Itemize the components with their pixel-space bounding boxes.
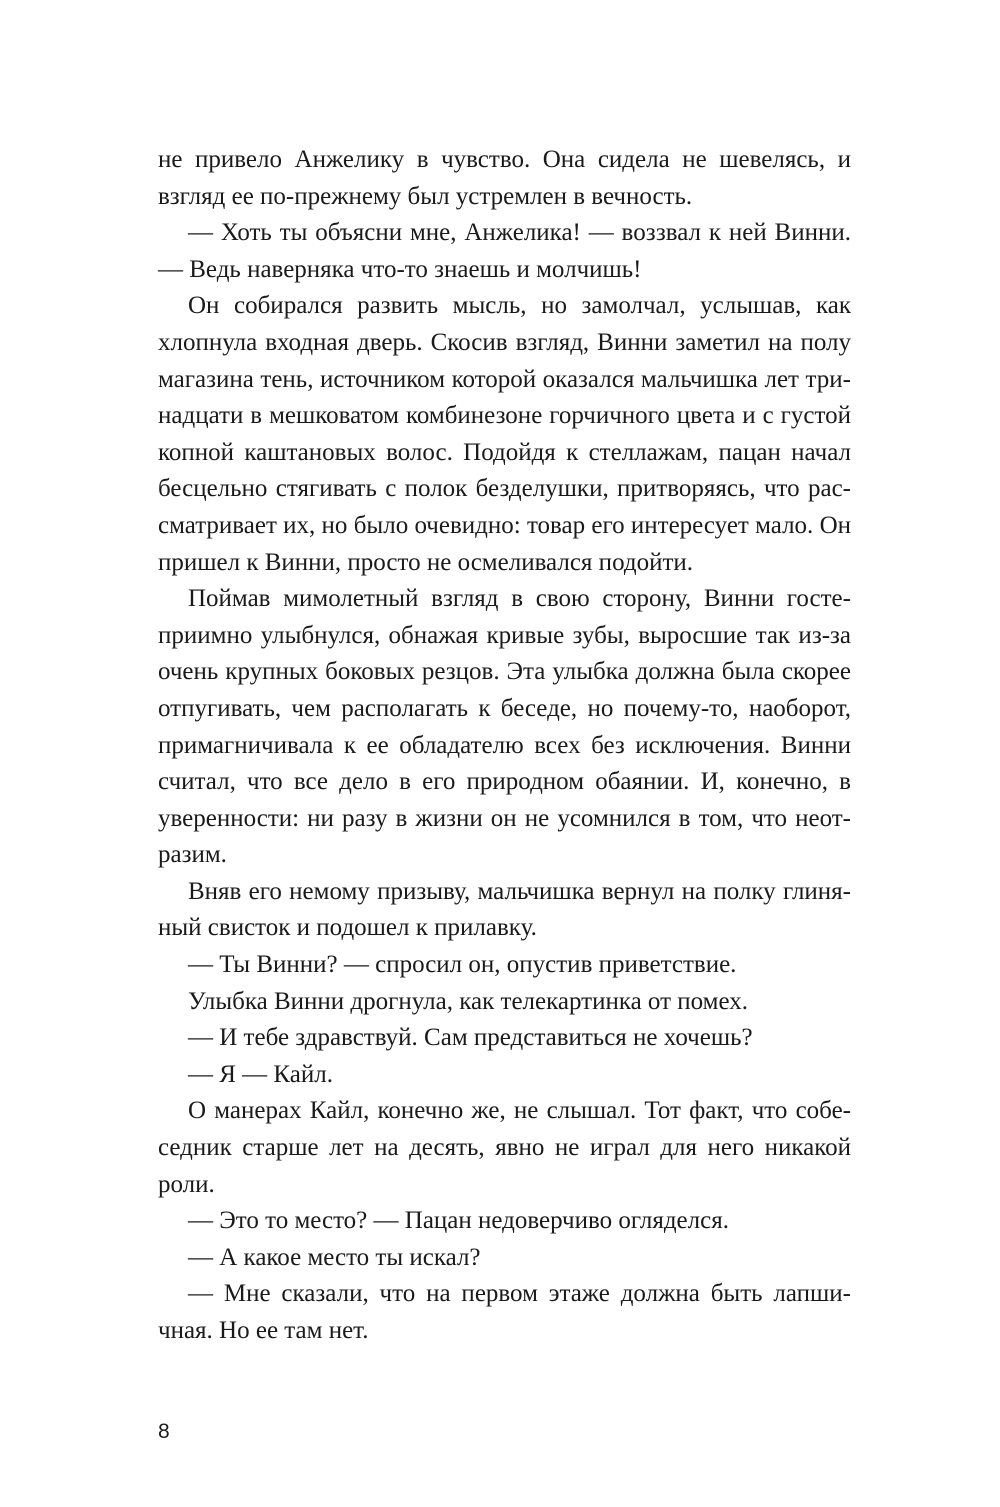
paragraph-1: не привело Анжелику в чувство. Она сидела не шевелясь, и взгляд ее по-прежнему был устремлен в вечность. [158,146,851,210]
paragraph-9: — Я — Кайл. [188,1060,333,1088]
page-number: 8 [158,1420,170,1443]
paragraph-3: Он собирался развить мысль, но замолчал, услышав, как хлопнула входная дверь. Скосив взгляд, Винни заметил на полу магазина тень, источником которой оказался мальчишка лет тринадцати в мешковатом комбинезоне горчичного цвета и с густой копной каштановых волос. Подойдя к стеллажам, пацан начал бесцельно стягивать с полок безделушки, притворяясь, что рассматривает их, но было очевидно: товар его интересует мало. Он пришел к Винни, просто не осмеливался подойти. [158,292,851,576]
page-body [158,142,851,1350]
paragraph-4: Поймав мимолетный взгляд в свою сторону, Винни гостеприимно улыбнулся, обнажая кривые зубы, выросшие так из-за очень крупных боковых резцов. Эта улыбка должна была скорее отпугивать, чем располагать к беседе, но почему-то, наоборот, примагничивала к ее обладателю всех без исключения. Винни считал, что все дело в его природном обаянии. И, конечно, в уверенности: ни разу в жизни он не усомнился в том, что неотразим. [158,585,851,869]
paragraph-7: Улыбка Винни дрогнула, как телекартинка от помех. [188,987,749,1015]
paragraph-2: — Хоть ты объясни мне, Анжелика! — воззвал к ней Винни. — Ведь наверняка что-то знаешь и молчишь! [158,219,851,283]
paragraph-6: — Ты Винни? — спросил он, опустив приветствие. [188,951,737,979]
paragraph-5: Вняв его немому призыву, мальчишка вернул на полку глиняный свисток и подошел к прилавку. [158,877,851,942]
paragraph-8: — И тебе здравствуй. Сам представиться не хочешь? [188,1024,753,1052]
paragraph-13: — Мне сказали, что на первом этаже должна быть лапшичная. Но ее там нет. [158,1280,851,1344]
paragraph-11: — Это то место? — Пацан недоверчиво огляделся. [188,1207,729,1235]
paragraph-12: — А какое место ты искал? [188,1243,481,1271]
paragraph-10: О манерах Кайл, конечно же, не слышал. Тот факт, что собеседник старше лет на десять, явно не играл для него никакой роли. [158,1097,851,1198]
